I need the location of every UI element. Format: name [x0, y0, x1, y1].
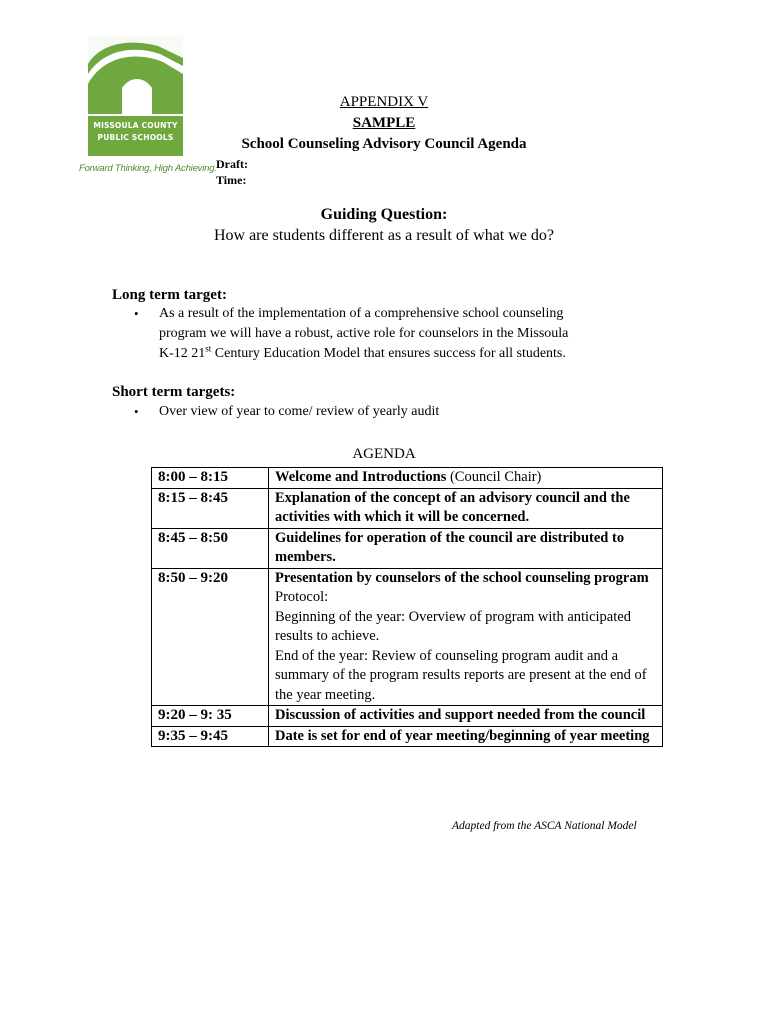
guiding-question-text: How are students different as a result of what we do?	[213, 227, 555, 244]
agenda-time: 8:15 – 8:45	[152, 488, 269, 528]
logo-line-1: MISSOULA COUNTY	[93, 121, 178, 130]
table-row	[152, 528, 663, 568]
short-term-heading: Short term targets:	[112, 384, 236, 400]
agenda-item-title: Date is set for end of year meeting/beginning of year meeting	[269, 726, 663, 747]
agenda-item-title: Presentation by counselors of the school counseling program	[275, 569, 649, 586]
agenda-item-title: Explanation of the concept of an advisory council and the activities with which it will be concerned.	[269, 488, 663, 528]
bullet-icon: •	[134, 306, 139, 321]
source-footnote: Adapted from the ASCA National Model	[452, 820, 637, 832]
agenda-item-title: Discussion of activities and support needed from the council	[269, 706, 663, 727]
agenda-item-note: (Council Chair)	[446, 469, 542, 485]
agenda-time: 8:45 – 8:50	[152, 528, 269, 568]
agenda-item	[269, 568, 663, 706]
draft-label: Draft:	[216, 157, 248, 171]
agenda-item	[269, 468, 663, 489]
guiding-question-label: Guiding Question:	[320, 206, 448, 223]
bullet-icon: •	[134, 404, 139, 419]
document-title: School Counseling Advisory Council Agenda	[241, 136, 527, 152]
table-row	[152, 568, 663, 706]
appendix-heading: APPENDIX V	[339, 94, 429, 110]
long-term-line-2: program we will have a robust, active role for counselors in the Missoula	[159, 326, 569, 341]
agenda-heading: AGENDA	[352, 446, 416, 462]
table-row	[152, 726, 663, 747]
protocol-beginning: Beginning of the year: Overview of program with anticipated results to achieve.	[275, 608, 631, 644]
short-term-item: Over view of year to come/ review of yearly audit	[159, 404, 440, 419]
agenda-time: 8:00 – 8:15	[152, 468, 269, 489]
agenda-time: 9:35 – 9:45	[152, 726, 269, 747]
protocol-label: Protocol:	[275, 589, 329, 605]
long-term-line-3-end: Century Education Model that ensures success for all students.	[211, 346, 566, 361]
long-term-text	[159, 304, 679, 364]
table-row	[152, 488, 663, 528]
logo-line-2: PUBLIC SCHOOLS	[97, 133, 174, 142]
long-term-line-3-start: K-12 21	[159, 346, 206, 361]
sample-heading: SAMPLE	[352, 115, 416, 131]
agenda-item-title: Guidelines for operation of the council are distributed to members.	[269, 528, 663, 568]
agenda-time: 8:50 – 9:20	[152, 568, 269, 706]
protocol-end: End of the year: Review of counseling program audit and a summary of the program results reports are present at the end of the year meeting.	[275, 647, 647, 703]
table-row	[152, 706, 663, 727]
long-term-heading: Long term target:	[112, 287, 227, 303]
agenda-table	[151, 467, 663, 747]
long-term-line-3	[159, 344, 679, 364]
ordinal-suffix: st	[205, 343, 212, 354]
agenda-time: 9:20 – 9: 35	[152, 706, 269, 727]
logo-tagline: Forward Thinking, High Achieving.	[79, 163, 217, 174]
agenda-item-title: Welcome and Introductions	[275, 469, 447, 485]
table-row	[152, 468, 663, 489]
long-term-line-1: As a result of the implementation of a comprehensive school counseling	[159, 306, 564, 321]
time-label: Time:	[216, 173, 247, 187]
